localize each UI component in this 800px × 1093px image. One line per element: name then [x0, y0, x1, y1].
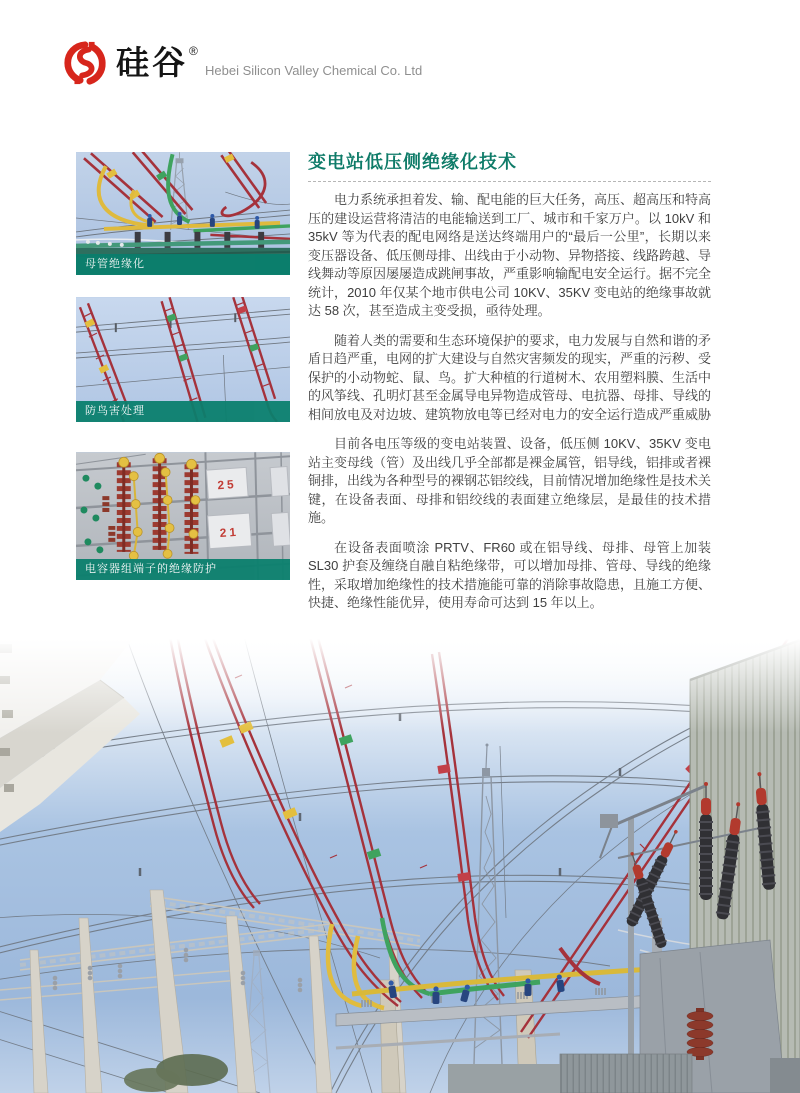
article-title: 变电站低压侧绝缘化技术 — [308, 148, 711, 182]
photo-caption: 母管绝缘化 — [76, 254, 290, 275]
company-logo-icon — [62, 40, 108, 86]
paragraph-1: 电力系统承担着发、输、配电能的巨大任务，高压、超高压和特高压的建设运营将清洁的电能输送到工厂、城市和千家万户。以 10kV 和 35kV 等为代表的配电网络是送达终端用户的“最后一公里”，长期以来变压器设备、低压侧母排、出线由于小动物、异物搭接、线路跨越、导线舞动等原因屡屡造成跳闸事故，严重影响输配电安全运行。据不完全统计，2010 年仅某个地市供电公司 10KV、35KV 变电站的绝缘事故就达 58 次，甚至造成主变受损，亟待处理。 — [308, 192, 712, 318]
registered-mark: ® — [189, 44, 198, 58]
photo-bird-protection — [76, 297, 290, 422]
photo-caption: 电容器组端子的绝缘防护 — [76, 559, 290, 580]
box-number-label: 25 — [216, 476, 238, 493]
photo-top-fade — [0, 618, 800, 733]
photo-busbar-insulation — [76, 152, 290, 275]
dark-red-insulator — [687, 1008, 713, 1060]
company-name: Hebei Silicon Valley Chemical Co. Ltd — [205, 63, 423, 78]
article — [308, 148, 711, 624]
paragraph-4: 在设备表面喷涂 PRTV、FR60 或在铝导线、母排、母管上加装 SL30 护套及缠绕自融自粘绝缘带，可以增加母排、管母、导线的绝缘性，采取增加绝缘性的技术措施能可靠的消除事故隐患，且施工方便、快捷、绝缘性能优异，使用寿命可达到 15 年以上。 — [308, 539, 712, 610]
paragraph-2: 随着人类的需要和生态环境保护的要求，电力发展与自然和谐的矛盾日趋严重，电网的扩大建设与自然灾害频发的现实，严重的污秽、受保护的小动物蛇、鼠、鸟。扩大种植的行道树木、农用塑料膜、生活中的风筝线、孔明灯甚至金属导电异物造成管母、电抗器、母排、导线的相间放电及对边坡、建筑物放电等已经对电力的安全运行造成严重威胁 — [308, 332, 712, 422]
hero-photo — [0, 618, 800, 1093]
logo-text: 硅谷 — [116, 44, 188, 81]
box-number-label: 21 — [219, 524, 240, 541]
paragraph-3: 目前各电压等级的变电站装置、设备，低压侧 10KV、35KV 变电站主变母线（管）及出线几乎全部都是裸金属管，铝导线，铝排或者裸铜排，出线为各种型号的裸钢芯铝绞线，目前情况增加绝缘性是技术关键，在设备表面、母排和铝绞线的表面建立绝缘层，是最佳的技术措施。 — [308, 436, 712, 525]
photo-caption: 防鸟害处理 — [76, 401, 290, 422]
photo-capacitor-terminals — [76, 452, 290, 580]
